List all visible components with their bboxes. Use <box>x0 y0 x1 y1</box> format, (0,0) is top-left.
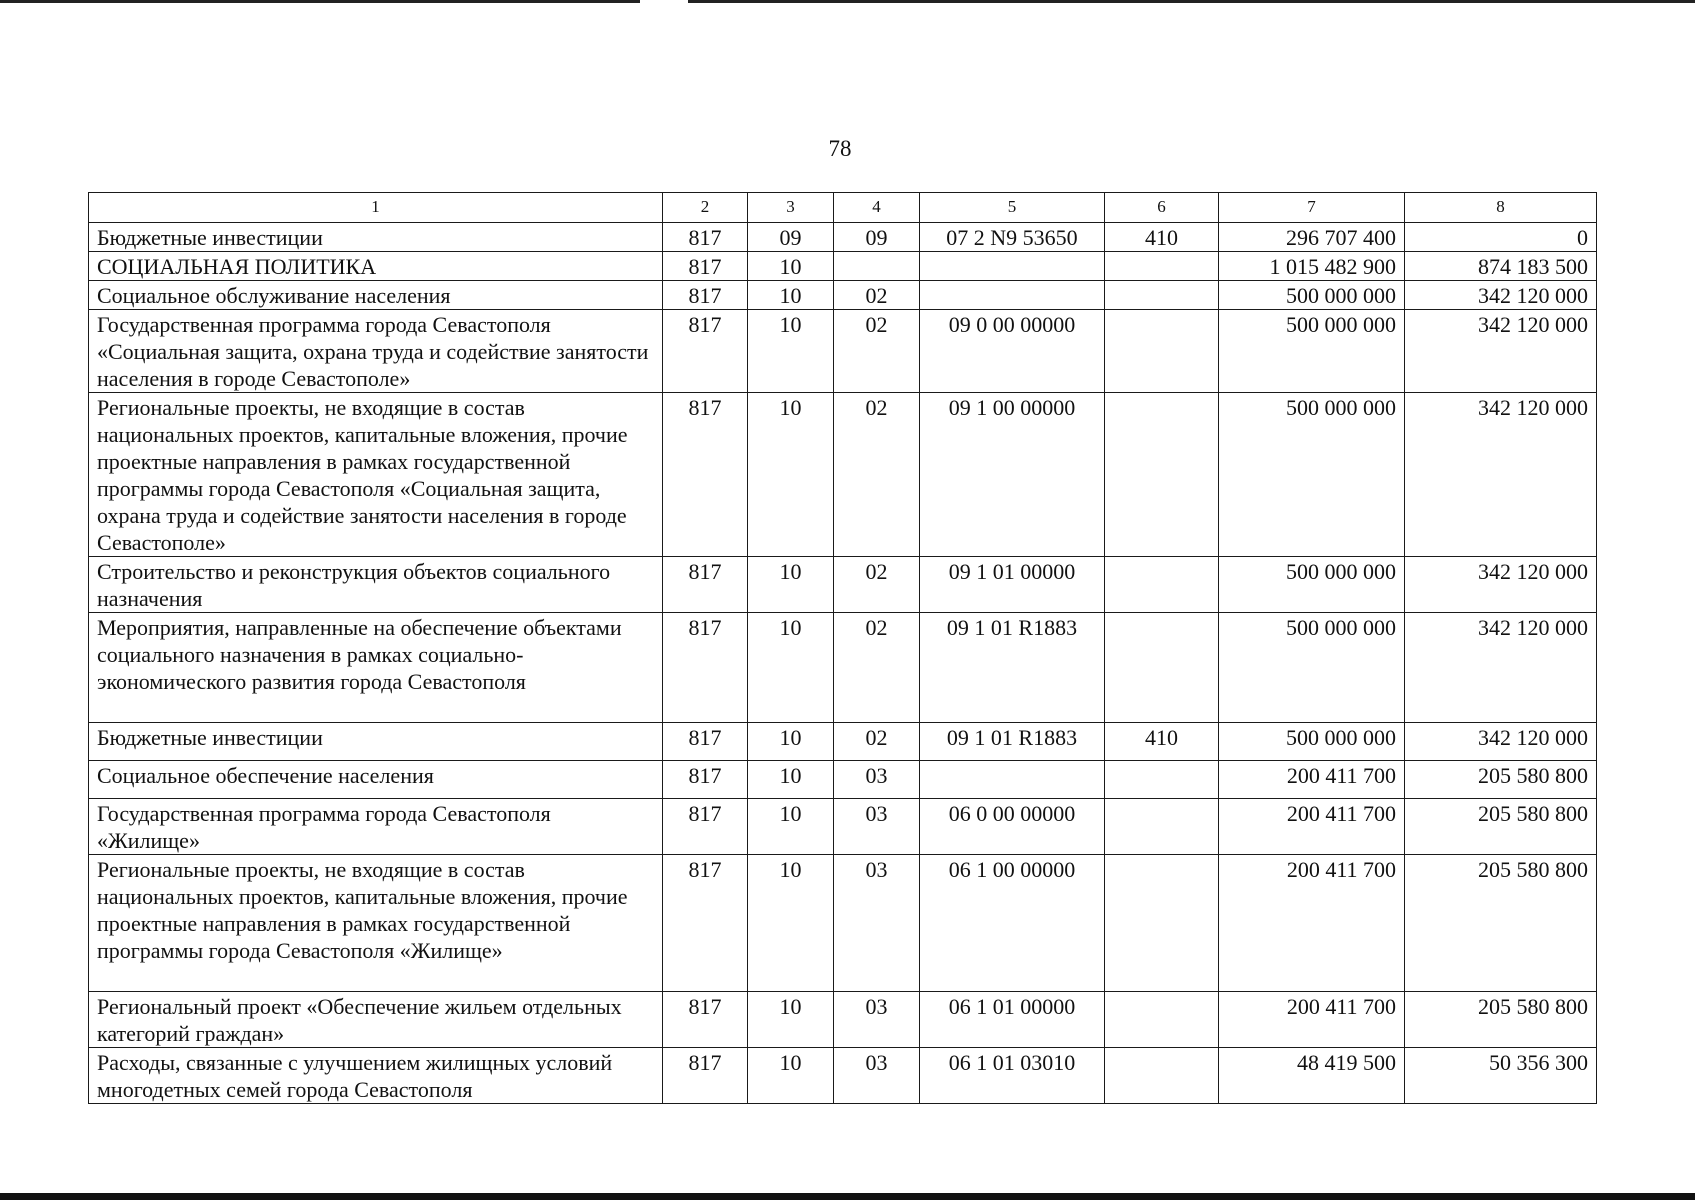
section-code: 10 <box>748 281 834 310</box>
target-article-code: 09 0 00 00000 <box>920 310 1105 393</box>
amount-col8: 0 <box>1405 223 1597 252</box>
expense-type-code <box>1105 281 1219 310</box>
ministry-code: 817 <box>663 281 748 310</box>
section-code: 10 <box>748 310 834 393</box>
target-article-code: 09 1 01 R1883 <box>920 613 1105 723</box>
amount-col7: 296 707 400 <box>1219 223 1405 252</box>
target-article-code <box>920 252 1105 281</box>
table-row <box>89 393 1597 557</box>
expense-type-code <box>1105 992 1219 1048</box>
table-row <box>89 761 1597 799</box>
table-header-row <box>89 193 1597 223</box>
subsection-code: 03 <box>834 1048 920 1104</box>
ministry-code: 817 <box>663 992 748 1048</box>
ministry-code: 817 <box>663 557 748 613</box>
ministry-code: 817 <box>663 252 748 281</box>
amount-col8: 342 120 000 <box>1405 310 1597 393</box>
subsection-code: 03 <box>834 855 920 992</box>
amount-col7: 500 000 000 <box>1219 557 1405 613</box>
subsection-code: 03 <box>834 799 920 855</box>
expense-type-code <box>1105 613 1219 723</box>
expense-type-code <box>1105 761 1219 799</box>
budget-table <box>88 192 1597 1104</box>
section-code: 10 <box>748 393 834 557</box>
amount-col8: 205 580 800 <box>1405 992 1597 1048</box>
subsection-code: 03 <box>834 761 920 799</box>
table-row <box>89 557 1597 613</box>
row-name: Государственная программа города Севастополя «Социальная защита, охрана труда и содействие занятости населения в городе Севастополе» <box>89 310 663 393</box>
table-row <box>89 992 1597 1048</box>
section-code: 10 <box>748 723 834 761</box>
column-header: 7 <box>1219 193 1405 223</box>
ministry-code: 817 <box>663 855 748 992</box>
amount-col8: 205 580 800 <box>1405 855 1597 992</box>
amount-col8: 342 120 000 <box>1405 281 1597 310</box>
ministry-code: 817 <box>663 723 748 761</box>
subsection-code: 02 <box>834 557 920 613</box>
scan-border-bottom <box>0 1193 1695 1200</box>
expense-type-code: 410 <box>1105 723 1219 761</box>
expense-type-code <box>1105 799 1219 855</box>
ministry-code: 817 <box>663 761 748 799</box>
target-article-code: 07 2 N9 53650 <box>920 223 1105 252</box>
amount-col8: 342 120 000 <box>1405 613 1597 723</box>
amount-col7: 1 015 482 900 <box>1219 252 1405 281</box>
target-article-code <box>920 281 1105 310</box>
amount-col7: 500 000 000 <box>1219 723 1405 761</box>
subsection-code: 09 <box>834 223 920 252</box>
subsection-code: 03 <box>834 992 920 1048</box>
column-header: 2 <box>663 193 748 223</box>
amount-col8: 50 356 300 <box>1405 1048 1597 1104</box>
ministry-code: 817 <box>663 1048 748 1104</box>
row-name: Мероприятия, направленные на обеспечение объектами социального назначения в рамках социально-экономического развития города Севастополя <box>89 613 663 723</box>
target-article-code: 06 1 01 00000 <box>920 992 1105 1048</box>
table-row <box>89 1048 1597 1104</box>
column-header: 5 <box>920 193 1105 223</box>
expense-type-code <box>1105 557 1219 613</box>
page-number: 78 <box>828 136 852 161</box>
row-name: Региональные проекты, не входящие в состав национальных проектов, капитальные вложения, прочие проектные направления в рамках государственной программы города Севастополя «Жилище» <box>89 855 663 992</box>
section-code: 10 <box>748 761 834 799</box>
ministry-code: 817 <box>663 310 748 393</box>
target-article-code: 09 1 01 00000 <box>920 557 1105 613</box>
target-article-code: 06 1 00 00000 <box>920 855 1105 992</box>
table-row <box>89 252 1597 281</box>
ministry-code: 817 <box>663 223 748 252</box>
table-row <box>89 223 1597 252</box>
section-code: 10 <box>748 855 834 992</box>
ministry-code: 817 <box>663 393 748 557</box>
column-header: 3 <box>748 193 834 223</box>
subsection-code: 02 <box>834 393 920 557</box>
amount-col7: 200 411 700 <box>1219 992 1405 1048</box>
row-name: Социальное обслуживание населения <box>89 281 663 310</box>
row-name: Строительство и реконструкция объектов социального назначения <box>89 557 663 613</box>
expense-type-code <box>1105 252 1219 281</box>
row-name: Государственная программа города Севастополя «Жилище» <box>89 799 663 855</box>
row-name: Региональный проект «Обеспечение жильем отдельных категорий граждан» <box>89 992 663 1048</box>
amount-col7: 200 411 700 <box>1219 855 1405 992</box>
amount-col8: 342 120 000 <box>1405 723 1597 761</box>
row-name: Расходы, связанные с улучшением жилищных условий многодетных семей города Севастополя <box>89 1048 663 1104</box>
row-name: Бюджетные инвестиции <box>89 223 663 252</box>
target-article-code: 09 1 01 R1883 <box>920 723 1105 761</box>
table-row <box>89 855 1597 992</box>
row-name: СОЦИАЛЬНАЯ ПОЛИТИКА <box>89 252 663 281</box>
subsection-code <box>834 252 920 281</box>
expense-type-code <box>1105 310 1219 393</box>
subsection-code: 02 <box>834 281 920 310</box>
amount-col7: 500 000 000 <box>1219 281 1405 310</box>
amount-col8: 874 183 500 <box>1405 252 1597 281</box>
table-row <box>89 799 1597 855</box>
table-row <box>89 310 1597 393</box>
subsection-code: 02 <box>834 613 920 723</box>
row-name: Социальное обеспечение населения <box>89 761 663 799</box>
section-code: 10 <box>748 1048 834 1104</box>
target-article-code: 09 1 00 00000 <box>920 393 1105 557</box>
target-article-code <box>920 761 1105 799</box>
amount-col8: 205 580 800 <box>1405 761 1597 799</box>
expense-type-code <box>1105 855 1219 992</box>
subsection-code: 02 <box>834 310 920 393</box>
table-row <box>89 613 1597 723</box>
section-code: 10 <box>748 252 834 281</box>
table-row <box>89 723 1597 761</box>
amount-col7: 500 000 000 <box>1219 393 1405 557</box>
section-code: 10 <box>748 613 834 723</box>
column-header: 6 <box>1105 193 1219 223</box>
section-code: 10 <box>748 992 834 1048</box>
expense-type-code <box>1105 1048 1219 1104</box>
ministry-code: 817 <box>663 613 748 723</box>
amount-col7: 48 419 500 <box>1219 1048 1405 1104</box>
row-name: Региональные проекты, не входящие в состав национальных проектов, капитальные вложения, прочие проектные направления в рамках государственной программы города Севастополя «Социальная защита, охрана труда и содействие занятости населения в городе Севастополе» <box>89 393 663 557</box>
scan-border-top-left <box>0 0 640 3</box>
amount-col7: 500 000 000 <box>1219 310 1405 393</box>
amount-col7: 200 411 700 <box>1219 799 1405 855</box>
ministry-code: 817 <box>663 799 748 855</box>
scan-border-top-right <box>688 0 1695 3</box>
section-code: 10 <box>748 799 834 855</box>
column-header: 1 <box>89 193 663 223</box>
target-article-code: 06 1 01 03010 <box>920 1048 1105 1104</box>
table-row <box>89 281 1597 310</box>
amount-col8: 342 120 000 <box>1405 393 1597 557</box>
section-code: 09 <box>748 223 834 252</box>
expense-type-code <box>1105 393 1219 557</box>
subsection-code: 02 <box>834 723 920 761</box>
target-article-code: 06 0 00 00000 <box>920 799 1105 855</box>
row-name: Бюджетные инвестиции <box>89 723 663 761</box>
amount-col8: 205 580 800 <box>1405 799 1597 855</box>
column-header: 4 <box>834 193 920 223</box>
amount-col8: 342 120 000 <box>1405 557 1597 613</box>
amount-col7: 200 411 700 <box>1219 761 1405 799</box>
expense-type-code: 410 <box>1105 223 1219 252</box>
column-header: 8 <box>1405 193 1597 223</box>
section-code: 10 <box>748 557 834 613</box>
amount-col7: 500 000 000 <box>1219 613 1405 723</box>
